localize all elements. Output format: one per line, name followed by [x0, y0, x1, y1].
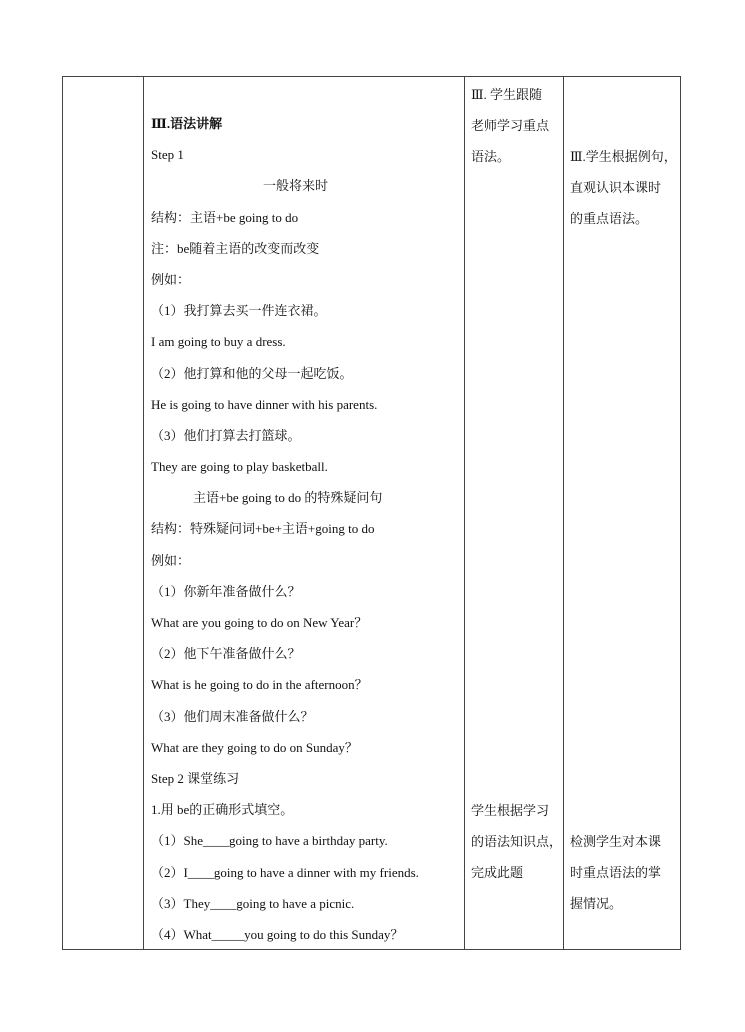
teaching-content-cell [151, 108, 461, 950]
design-purpose-line: 握情况。 [570, 896, 623, 911]
fill-blank-item: （1）She____going to have a birthday party. [151, 833, 388, 849]
step-label: Step 1 [151, 147, 184, 163]
example-cn: （3）他们打算去打篮球。 [151, 427, 301, 443]
design-purpose-line: 检测学生对本课 [570, 834, 662, 849]
question-en: What are you going to do on New Year？ [151, 615, 368, 630]
design-purpose-bottom [570, 826, 680, 919]
student-activity-top [471, 79, 561, 172]
example-en: I am going to buy a dress. [151, 334, 286, 350]
design-purpose-line: 的重点语法。 [570, 211, 649, 226]
example-en: They are going to play basketball. [151, 459, 328, 475]
student-activity-bottom [471, 795, 561, 888]
example-cn: （1）我打算去买一件连衣裙。 [151, 303, 327, 319]
student-activity-line: 老师学习重点 [471, 118, 550, 133]
examples-label: 例如： [151, 552, 191, 568]
question-cn: （3）他们周末准备做什么？ [151, 708, 314, 724]
lesson-table [62, 76, 681, 950]
step-label: Step 2 课堂练习 [151, 770, 240, 786]
example-en: He is going to have dinner with his parents. [151, 396, 378, 412]
student-activity-line: 的语法知识点， [471, 834, 563, 849]
example-cn: （2）他打算和他的父母一起吃饭。 [151, 365, 353, 381]
grammar-title: 一般将来时 [263, 178, 329, 194]
structure-line: 结构：主语+be going to do [151, 209, 299, 225]
question-cn: （1）你新年准备做什么？ [151, 583, 301, 599]
student-activity-line: 学生根据学习 [471, 803, 550, 818]
column-divider [464, 77, 465, 949]
fill-blank-item: （4）What_____you going to do this Sunday？ [151, 926, 404, 942]
fill-blank-item: （3）They____going to have a picnic. [151, 895, 355, 911]
design-purpose-line: Ⅲ.学生根据例句， [570, 149, 677, 164]
grammar-title: 主语+be going to do 的特殊疑问句 [193, 490, 383, 506]
student-activity-line: 完成此题 [471, 865, 524, 880]
design-purpose-line: 时重点语法的掌 [570, 865, 662, 880]
student-activity-line: 语法。 [471, 149, 511, 164]
exercise-title: 1.用 be的正确形式填空。 [151, 802, 294, 818]
fill-blank-item: （2）I____going to have a dinner with my friends. [151, 864, 419, 880]
structure-line: 结构：特殊疑问词+be+主语+going to do [151, 521, 375, 537]
examples-label: 例如： [151, 271, 191, 287]
section-heading: Ⅲ.语法讲解 [151, 116, 223, 131]
note-line: 注：be随着主语的改变而改变 [151, 240, 320, 256]
column-divider [563, 77, 564, 949]
student-activity-line: Ⅲ. 学生跟随 [471, 87, 543, 102]
design-purpose-line: 直观认识本课时 [570, 180, 662, 195]
question-en: What are they going to do on Sunday？ [151, 739, 358, 755]
column-divider [143, 77, 144, 949]
question-cn: （2）他下午准备做什么？ [151, 646, 301, 662]
design-purpose-top [570, 141, 680, 234]
question-en: What is he going to do in the afternoon？ [151, 677, 368, 693]
